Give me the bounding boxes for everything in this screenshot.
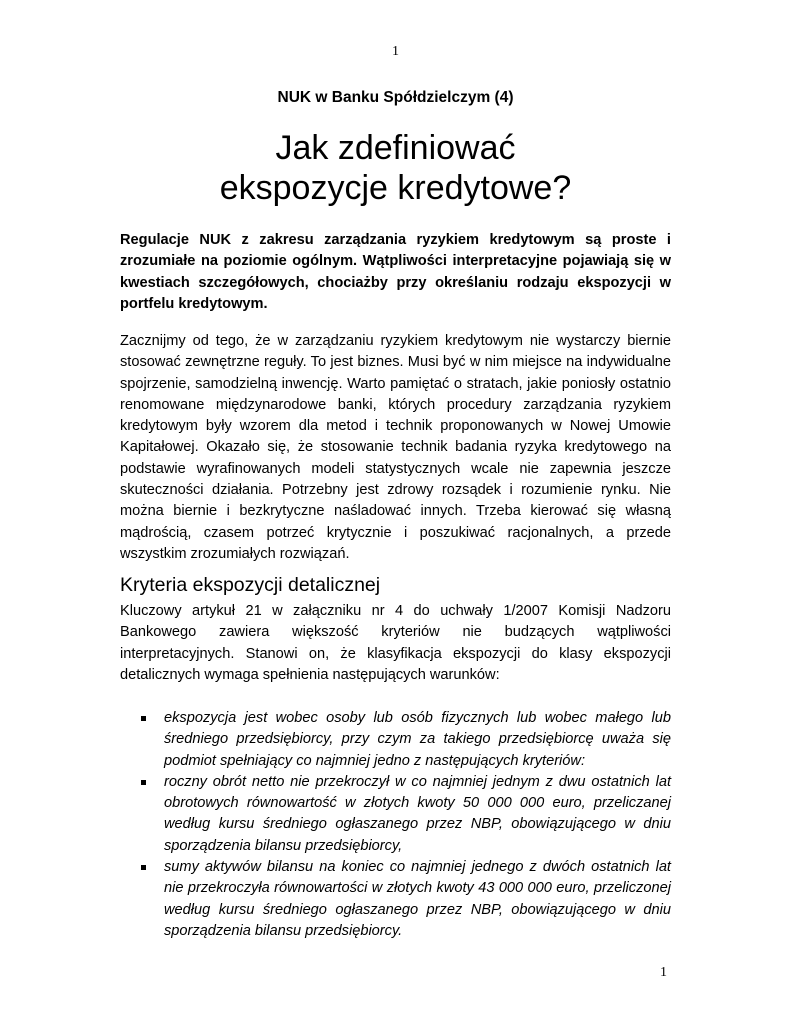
series-title: NUK w Banku Spółdzielczym (4)	[277, 89, 514, 106]
criteria-list-item	[120, 857, 671, 942]
criteria-text: roczny obrót netto nie przekroczył w co najmniej jednym z dwu ostatnich lat obrotowych równowartość w złotych kwoty 50 000 000 euro, przeliczanej według kursu średniego ogłaszanego przez NBP, obowiązującego w dniu sporządzenia bilansu przedsiębiorcy,	[164, 773, 671, 854]
criteria-text: ekspozycja jest wobec osoby lub osób fizycznych lub wobec małego lub średniego przedsiębiorcy, przy czym za takiego przedsiębiorcę uważa się podmiot spełniający co najmniej jedno z następujących kryteriów:	[164, 710, 671, 769]
page-title-line-2: ekspozycje kredytowe?	[219, 169, 572, 207]
criteria-list-item	[120, 708, 671, 772]
bullet-square-icon	[141, 716, 146, 721]
page-title	[0, 128, 791, 208]
section-paragraph: Kluczowy artykuł 21 w załączniku nr 4 do uchwały 1/2007 Komisji Nadzoru Bankowego zawiera większość kryteriów nie budzących wątpliwości interpretacyjnych. Stanowi on, że klasyfikacja ekspozycji do klasy ekspozycji detalicznych wymaga spełnienia następujących warunków:	[120, 603, 671, 683]
bullet-square-icon	[141, 865, 146, 870]
criteria-list	[120, 708, 671, 942]
criteria-text: sumy aktywów bilansu na koniec co najmniej jednego z dwóch ostatnich lat nie przekroczyła równowartości w złotych kwoty 43 000 000 euro, przeliczonej według kursu średniego ogłaszanego przez NBP, obowiązującego w dniu sporządzenia bilansu przedsiębiorcy.	[164, 859, 671, 939]
page-number-bottom: 1	[660, 965, 667, 980]
bullet-square-icon	[141, 780, 146, 785]
page-title-line-1: Jak zdefiniować	[275, 129, 516, 167]
lead-paragraph: Regulacje NUK z zakresu zarządzania ryzykiem kredytowym są proste i zrozumiałe na poziomie ogólnym. Wątpliwości interpretacyjne pojawiają się w kwestiach szczegółowych, chociażby przy określaniu rodzaju ekspozycji w portfelu kredytowym.	[120, 232, 671, 312]
criteria-list-item	[120, 772, 671, 857]
body-paragraph: Zacznijmy od tego, że w zarządzaniu ryzykiem kredytowym nie wystarczy biernie stosować zewnętrzne reguły. To jest biznes. Musi być w nim miejsce na indywidualne spojrzenie, samodzielną inwencję. Warto pamiętać o stratach, jakie poniosły ostatnio renomowane międzynarodowe banki, których procedury zarządzania ryzykiem kredytowym były wzorem dla metod i technik proponowanych w Nowej Umowie Kapitałowej. Okazało się, że stosowanie technik badania ryzyka kredytowego na podstawie wyrafinowanych modeli statystycznych wcale nie zapewnia jeszcze skuteczności działania. Potrzebny jest zdrowy rozsądek i rozumienie rynku. Nie można biernie i bezkrytyczne naśladować innych. Trzeba kierować się własną mądrością, czasem potrzeć krytycznie i poszukiwać racjonalnych, a przede wszystkim zrozumiałych rozwiązań.	[120, 333, 671, 562]
page-number-top: 1	[392, 44, 399, 59]
section-heading: Kryteria ekspozycji detalicznej	[120, 574, 381, 596]
